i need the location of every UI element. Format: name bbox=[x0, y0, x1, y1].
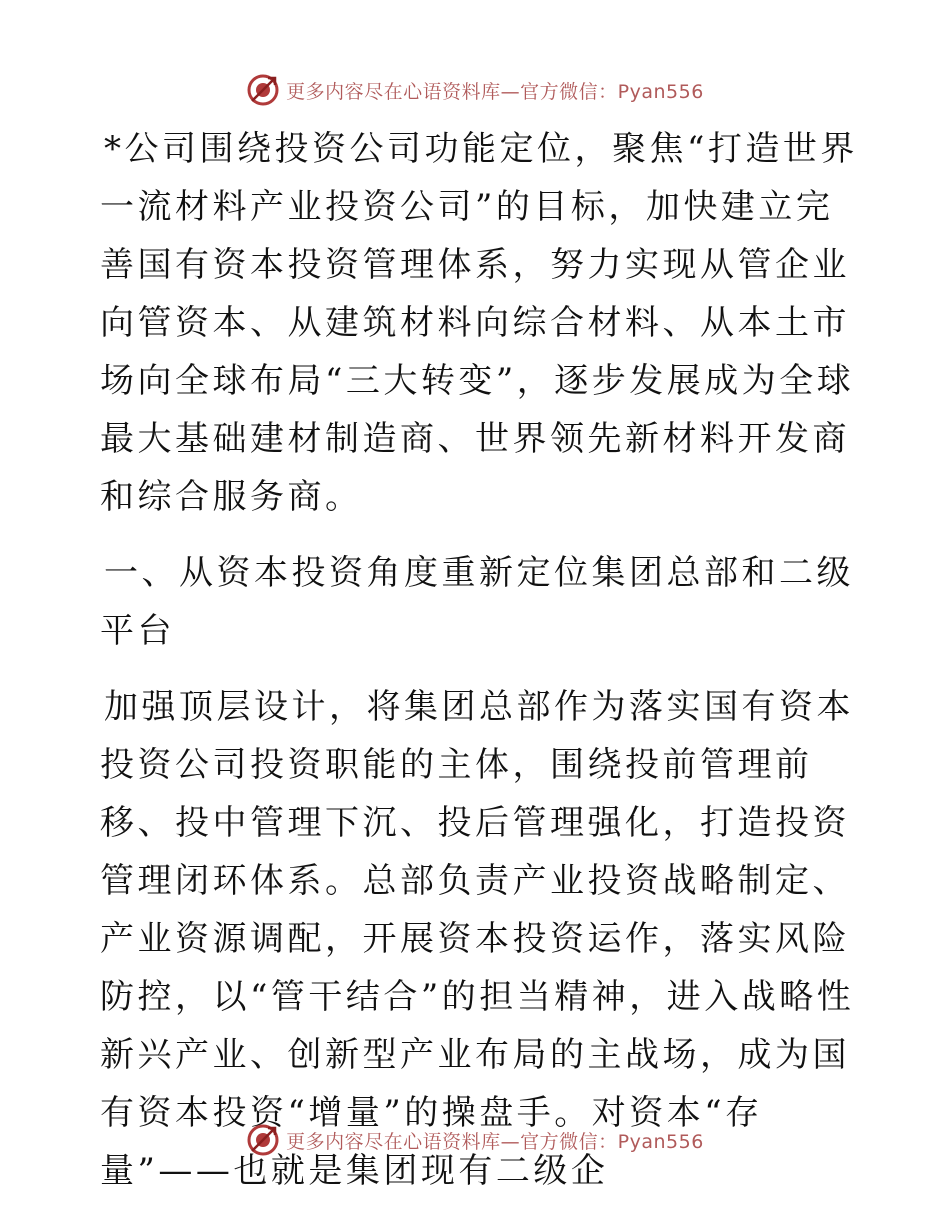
watermark-footer bbox=[0, 1120, 950, 1160]
section-heading: 一、从资本投资角度重新定位集团总部和二级平台 bbox=[100, 553, 854, 651]
watermark-logo-icon bbox=[246, 73, 280, 107]
watermark-logo-icon bbox=[246, 1123, 280, 1157]
watermark-text: 更多内容尽在心语资料库—官方微信：Pyan556 bbox=[286, 80, 704, 103]
paragraph-body: 加强顶层设计，将集团总部作为落实国有资本投资公司投资职能的主体，围绕投前管理前移、投中管理下沉、投后管理强化，打造投资管理闭环体系。总部负责产业投资战略制定、产业资源调配，开展资本投资运作，落实风险防控，以“管干结合”的担当精神，进入战略性新兴产业、创新型产业布局的主战场，成为国有资本投资“增量”的操盘手。对资本“存量”——也就是集团现有二级企 bbox=[100, 687, 855, 1191]
watermark-text: 更多内容尽在心语资料库—官方微信：Pyan556 bbox=[286, 1130, 704, 1153]
watermark-header bbox=[0, 70, 950, 110]
document-body bbox=[100, 120, 860, 1200]
paragraph-intro: *公司围绕投资公司功能定位，聚焦“打造世界一流材料产业投资公司”的目标，加快建立完善国有资本投资管理体系，努力实现从管企业向管资本、从建筑材料向综合材料、从本土市场向全球布局“三大转变”，逐步发展成为全球最大基础建材制造商、世界领先新材料开发商和综合服务商。 bbox=[100, 129, 858, 517]
